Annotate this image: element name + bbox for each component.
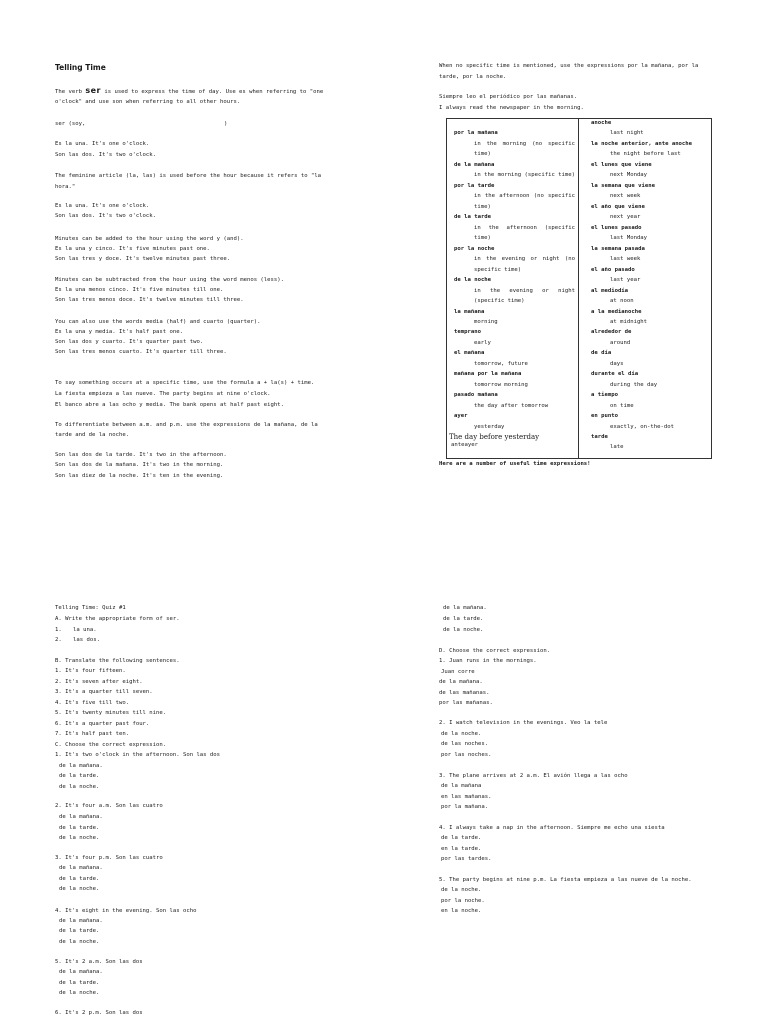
feminine-rule-line: The feminine article (la, las) is used before the hour because it refers to "la xyxy=(55,173,322,179)
table-term: el mañana xyxy=(454,350,485,356)
quiz-question: Juan corre xyxy=(441,669,475,675)
media-line: You can also use the words media (half) and cuarto (quarter). xyxy=(55,319,261,325)
quiz-option: de la noche. xyxy=(59,886,100,892)
table-definition: late xyxy=(610,444,624,450)
quiz-option: de la tarde. xyxy=(59,980,100,986)
intro-text-b: is used to express the time of day. Use es when referring to "one xyxy=(104,89,324,95)
table-definition: days xyxy=(610,361,624,367)
table-term: el año que viene xyxy=(591,204,645,210)
ampm-line: tarde and de la noche. xyxy=(55,432,130,438)
table-term: a tiempo xyxy=(591,392,618,398)
quiz-option: de la tarde. xyxy=(443,616,484,622)
table-term: de día xyxy=(591,350,612,356)
quiz-item: 2. It's seven after eight. xyxy=(55,679,143,685)
ampm-line: Son las dos de la mañana. It's two in the morning. xyxy=(55,462,224,468)
quiz-option: en las mañanas. xyxy=(441,794,492,800)
quiz-option: por las mañanas. xyxy=(439,700,493,706)
feminine-rule-line: hora." xyxy=(55,184,76,190)
table-term: anoche xyxy=(591,120,612,126)
quiz-option: de la noche. xyxy=(59,835,100,841)
minutes-sub-line: Es la una menos cinco. It's five minutes till one. xyxy=(55,287,224,293)
quiz-item: 4. It's five till two. xyxy=(55,700,130,706)
quiz-item: 1. It's four fifteen. xyxy=(55,668,126,674)
quiz-item: 7. It's half past ten. xyxy=(55,731,130,737)
quiz-question: 2. It's four a.m. Son las cuatro xyxy=(55,803,163,809)
quiz-option: de la noche. xyxy=(441,731,482,737)
table-definition: at midnight xyxy=(610,319,648,325)
table-definition: on time xyxy=(610,403,634,409)
table-definition: the day after tomorrow xyxy=(474,403,549,409)
minutes-add-line: Es la una y cinco. It's five minutes past one. xyxy=(55,246,210,252)
quiz-section-heading: B. Translate the following sentences. xyxy=(55,658,180,664)
table-definition: (specific time) xyxy=(474,298,525,304)
table-definition: last year xyxy=(610,277,641,283)
ser-conjugation-close: ) xyxy=(224,121,228,127)
quiz-item: la una. xyxy=(73,627,97,633)
intro-ser-word: ser xyxy=(85,86,101,95)
ampm-line: Son las diez de la noche. It's ten in the evening. xyxy=(55,473,224,479)
quiz-option: de la noche. xyxy=(59,784,100,790)
newspaper-example-line: I always read the newspaper in the morning. xyxy=(439,105,584,111)
table-definition: last night xyxy=(610,130,644,136)
quiz-option: de la mañana. xyxy=(439,679,483,685)
quiz-option: por la noche. xyxy=(441,898,485,904)
table-definition: tomorrow morning xyxy=(474,382,528,388)
table-term: ayer xyxy=(454,413,468,419)
quiz-question: 1. Juan runs in the mornings. xyxy=(439,658,537,664)
table-definition: exactly, on-the-dot xyxy=(610,424,674,430)
minutes-add-line: Son las tres y doce. It's twelve minutes past three. xyxy=(55,256,231,262)
quiz-item: 3. It's a quarter till seven. xyxy=(55,689,153,695)
quiz-option: de la mañana. xyxy=(59,969,103,975)
table-definition: early xyxy=(474,340,491,346)
time-expressions-table xyxy=(446,118,712,459)
quiz-option: de la tarde. xyxy=(59,876,100,882)
quiz-option: de la tarde. xyxy=(59,928,100,934)
table-definition: in the morning (specific time) xyxy=(474,172,576,178)
table-definition: next week xyxy=(610,193,641,199)
page-title: Telling Time xyxy=(55,63,106,72)
media-line: Son las tres menos cuarto. It's quarter till three. xyxy=(55,349,227,355)
quiz-option: de la mañana xyxy=(441,783,482,789)
quiz-section-heading: C. Choose the correct expression. xyxy=(55,742,167,748)
table-definition: in the evening or night xyxy=(474,288,575,294)
quiz-question: 5. It's 2 a.m. Son las dos xyxy=(55,959,143,965)
table-definition: next Monday xyxy=(610,172,648,178)
table-term: durante el día xyxy=(591,371,639,377)
table-term: a la medianoche xyxy=(591,309,642,315)
quiz-option: de la noche. xyxy=(59,990,100,996)
specific-time-line: La fiesta empieza a las nueve. The party begins at nine o'clock. xyxy=(55,391,271,397)
table-definition: anteayer xyxy=(451,442,478,448)
quiz-option: de la noche. xyxy=(443,627,484,633)
table-definition: time) xyxy=(474,151,491,157)
quiz-item: 5. It's twenty minutes till nine. xyxy=(55,710,167,716)
quiz-option: en la noche. xyxy=(441,908,482,914)
table-term: pasado mañana xyxy=(454,392,498,398)
table-term: el lunes pasado xyxy=(591,225,642,231)
table-definition: time) xyxy=(474,235,491,241)
table-term: temprano xyxy=(454,329,481,335)
ampm-line: To differentiate between a.m. and p.m. use the expressions de la mañana, de la xyxy=(55,422,318,428)
quiz-question: 1. It's two o'clock in the afternoon. Son las dos xyxy=(55,752,221,758)
table-definition: in the evening or night (no xyxy=(474,256,575,262)
quiz-option: por las tardes. xyxy=(441,856,492,862)
quiz-question: 5. The party begins at nine p.m. La fiesta empieza a las nueve de la noche. xyxy=(439,877,692,883)
quiz-option: de la mañana. xyxy=(59,814,103,820)
table-term: de la mañana xyxy=(454,162,495,168)
table-term: la noche anterior, ante anoche xyxy=(591,141,693,147)
quiz-option: de la mañana. xyxy=(59,918,103,924)
example-line: Es la una. It's one o'clock. xyxy=(55,203,150,209)
table-definition: the night before last xyxy=(610,151,681,157)
table-definition: in the afternoon (no specific xyxy=(474,193,575,199)
quiz-item-number: 1. xyxy=(55,627,62,633)
minutes-sub-line: Minutes can be subtracted from the hour using the word menos (less). xyxy=(55,277,285,283)
table-term: mañana por la mañana xyxy=(454,371,522,377)
table-term: la semana que viene xyxy=(591,183,655,189)
specific-time-line: El banco abre a las ocho y media. The bank opens at half past eight. xyxy=(55,402,285,408)
table-term: la mañana xyxy=(454,309,485,315)
quiz-question: 3. The plane arrives at 2 a.m. El avión llega a las ocho xyxy=(439,773,628,779)
minutes-sub-line: Son las tres menos doce. It's twelve minutes till three. xyxy=(55,297,244,303)
table-term: The day before yesterday xyxy=(449,433,540,441)
table-definition: next year xyxy=(610,214,641,220)
table-term: por la tarde xyxy=(454,183,495,189)
minutes-add-line: Minutes can be added to the hour using the word y (and). xyxy=(55,236,244,242)
intro-line-2: o'clock" and use son when referring to all other hours. xyxy=(55,99,241,105)
quiz-option: de la noche. xyxy=(441,887,482,893)
table-term: por la noche xyxy=(454,246,495,252)
intro-text-a: The verb xyxy=(55,89,82,95)
quiz-item: 6. It's a quarter past four. xyxy=(55,721,150,727)
quiz-option: de la mañana. xyxy=(59,865,103,871)
table-term: de la noche xyxy=(454,277,492,283)
table-term: por la mañana xyxy=(454,130,498,136)
quiz-section-heading: A. Write the appropriate form of ser. xyxy=(55,616,180,622)
table-column-divider xyxy=(578,119,579,458)
table-definition: last Monday xyxy=(610,235,648,241)
table-term: el año pasado xyxy=(591,267,635,273)
example-line: Son las dos. It's two o'clock. xyxy=(55,152,157,158)
table-definition: in the morning (no specific xyxy=(474,141,575,147)
quiz-option: de las noches. xyxy=(441,741,489,747)
table-definition: tomorrow, future xyxy=(474,361,528,367)
table-definition: specific time) xyxy=(474,267,522,273)
quiz-option: en la tarde. xyxy=(441,846,482,852)
table-term: en punto xyxy=(591,413,618,419)
table-definition: in the afternoon (specific xyxy=(474,225,575,231)
example-line: Son las dos. It's two o'clock. xyxy=(55,213,157,219)
table-term: el lunes que viene xyxy=(591,162,652,168)
quiz-option: por la mañana. xyxy=(441,804,489,810)
example-line: Es la una. It's one o'clock. xyxy=(55,141,150,147)
table-term: alrededor de xyxy=(591,329,632,335)
newspaper-example-line: Siempre leo el periódico por las mañanas. xyxy=(439,94,578,100)
media-line: Es la una y media. It's half past one. xyxy=(55,329,183,335)
table-definition: around xyxy=(610,340,631,346)
table-term: al mediodía xyxy=(591,288,629,294)
quiz-option: de la tarde. xyxy=(441,835,482,841)
quiz-option: de la tarde. xyxy=(59,825,100,831)
table-term: de la tarde xyxy=(454,214,492,220)
quiz-title: Telling Time: Quiz #1 xyxy=(55,605,126,611)
quiz-option: de la mañana. xyxy=(59,763,103,769)
quiz-item: las dos. xyxy=(73,637,100,643)
quiz-item-number: 2. xyxy=(55,637,62,643)
table-definition: at noon xyxy=(610,298,634,304)
quiz-question: 2. I watch television in the evenings. Veo la tele xyxy=(439,720,608,726)
quiz-question: 4. It's eight in the evening. Son las ocho xyxy=(55,908,197,914)
table-term: la semana pasada xyxy=(591,246,645,252)
quiz-option: de las mañanas. xyxy=(439,690,490,696)
no-specific-time-line: When no specific time is mentioned, use the expressions por la mañana, por la xyxy=(439,63,699,69)
table-definition: time) xyxy=(474,204,491,210)
quiz-option: por las noches. xyxy=(441,752,492,758)
quiz-option: de la noche. xyxy=(59,939,100,945)
table-definition: during the day xyxy=(610,382,658,388)
table-definition: yesterday xyxy=(474,424,505,430)
ser-conjugation-label: ser (soy, xyxy=(55,121,86,127)
quiz-question: 4. I always take a nap in the afternoon. Siempre me echo una siesta xyxy=(439,825,665,831)
table-term: tarde xyxy=(591,434,608,440)
media-line: Son las dos y cuarto. It's quarter past two. xyxy=(55,339,204,345)
quiz-section-heading: D. Choose the correct expression. xyxy=(439,648,551,654)
quiz-question: 3. It's four p.m. Son las cuatro xyxy=(55,855,163,861)
quiz-option: de la tarde. xyxy=(59,773,100,779)
quiz-option: de la mañana. xyxy=(443,605,487,611)
table-definition: last week xyxy=(610,256,641,262)
table-definition: morning xyxy=(474,319,498,325)
intro-line-1 xyxy=(55,87,323,96)
quiz-question: 6. It's 2 p.m. Son las dos xyxy=(55,1010,143,1016)
specific-time-line: To say something occurs at a specific time, use the formula a + la(s) + time. xyxy=(55,380,315,386)
table-caption: Here are a number of useful time expressions! xyxy=(439,461,591,467)
ampm-line: Son las dos de la tarde. It's two in the afternoon. xyxy=(55,452,227,458)
no-specific-time-line: tarde, por la noche. xyxy=(439,74,507,80)
